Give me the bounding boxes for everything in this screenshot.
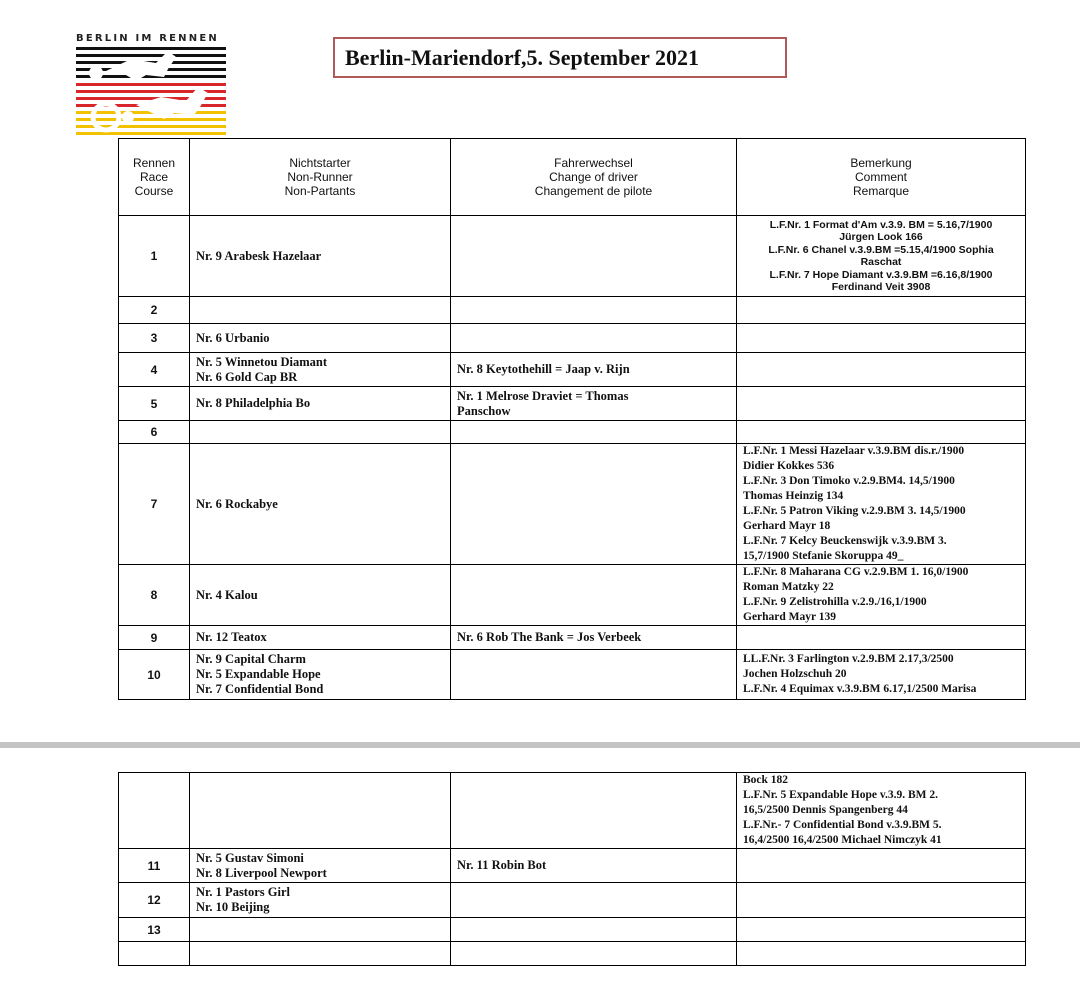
cell-line: LL.F.Nr. 3 Farlington v.2.9.BM 2.17,3/2500 <box>743 653 954 665</box>
cell-line: L.F.Nr. 9 Zelistrohilla v.2.9./16,1/1900 <box>743 596 927 608</box>
header-line: Course <box>134 184 174 198</box>
cell-line: Gerhard Mayr 139 <box>743 611 837 623</box>
cell-line: Nr. 7 Confidential Bond <box>196 682 324 696</box>
non-starters-cell <box>190 565 451 626</box>
driver-change-cell <box>451 216 737 297</box>
cell-line: L.F.Nr. 7 Kelcy Beuckenswijk v.3.9.BM 3. <box>743 535 947 547</box>
header-driver-change <box>451 139 737 216</box>
race-row <box>119 626 1026 650</box>
race-row <box>119 883 1026 918</box>
driver-change-cell <box>451 353 737 387</box>
header-line: Fahrerwechsel <box>554 156 633 170</box>
comment-cell <box>737 942 1026 966</box>
cell-line: L.F.Nr. 3 Don Timoko v.2.9.BM4. 14,5/1900 <box>743 475 955 487</box>
driver-change-cell <box>451 626 737 650</box>
cell-line: L.F.Nr. 8 Maharana CG v.2.9.BM 1. 16,0/1900 <box>743 566 969 578</box>
cell-line: Nr. 9 Capital Charm <box>196 652 306 666</box>
non-starters-cell <box>190 353 451 387</box>
cell-line: Nr. 1 Melrose Draviet = Thomas <box>457 388 629 403</box>
race-number: 7 <box>119 444 190 565</box>
cell-line: L.F.Nr. 5 Expandable Hope v.3.9. BM 2. <box>743 789 939 801</box>
driver-change-cell <box>451 324 737 353</box>
cell-line: Didier Kokkes 536 <box>743 460 835 472</box>
cell-line: Thomas Heinzig 134 <box>743 490 844 502</box>
race-row <box>119 324 1026 353</box>
race-number: 10 <box>119 650 190 700</box>
cell-line: Nr. 6 Rob The Bank = Jos Verbeek <box>457 630 642 644</box>
non-starters-cell <box>190 387 451 421</box>
comment-cell <box>737 883 1026 918</box>
comment-cell <box>737 918 1026 942</box>
race-number: 12 <box>119 883 190 918</box>
non-starters-cell <box>190 324 451 353</box>
race-row <box>119 942 1026 966</box>
cell-line: Panschow <box>457 403 511 418</box>
race-row <box>119 387 1026 421</box>
driver-change-cell <box>451 883 737 918</box>
cell-line: Nr. 8 Keytothehill = Jaap v. Rijn <box>457 362 630 376</box>
race-row <box>119 849 1026 883</box>
non-starters-cell <box>190 942 451 966</box>
cell-line: Nr. 10 Beijing <box>196 900 270 914</box>
race-number: 1 <box>119 216 190 297</box>
cell-line: Nr. 5 Expandable Hope <box>196 667 321 681</box>
cell-line: L.F.Nr. 5 Patron Viking v.2.9.BM 3. 14,5/1900 <box>743 505 966 517</box>
race-row <box>119 216 1026 297</box>
non-starters-cell <box>190 883 451 918</box>
race-row <box>119 421 1026 444</box>
comment-cell <box>737 565 1026 626</box>
comment-cell <box>737 626 1026 650</box>
non-starters-cell <box>190 849 451 883</box>
header-line: Change of driver <box>549 170 638 184</box>
cell-line: Nr. 6 Rockabye <box>196 496 278 511</box>
comment-cell <box>737 444 1026 565</box>
race-row <box>119 650 1026 700</box>
header-row <box>119 139 1026 216</box>
driver-change-cell <box>451 942 737 966</box>
race-number <box>119 942 190 966</box>
cell-line: Nr. 4 Kalou <box>196 587 258 602</box>
comment-cell <box>737 650 1026 700</box>
race-number: 6 <box>119 421 190 444</box>
race-number: 4 <box>119 353 190 387</box>
driver-change-cell <box>451 387 737 421</box>
driver-change-cell <box>451 773 737 849</box>
cell-line: Nr. 1 Pastors Girl <box>196 885 290 899</box>
cell-line: Nr. 11 Robin Bot <box>457 858 547 872</box>
comment-cell <box>737 421 1026 444</box>
header-line: Comment <box>854 170 907 184</box>
race-table-continued <box>118 772 1026 966</box>
cell-line: L.F.Nr. 1 Format d'Am v.3.9. BM = 5.16,7/1900 <box>769 218 993 231</box>
cell-line: L.F.Nr. 6 Chanel v.3.9.BM =5.15,4/1900 Sophia <box>768 243 994 256</box>
header-comment <box>737 139 1026 216</box>
cell-line: Nr. 8 Philadelphia Bo <box>196 396 311 410</box>
cell-line: 16,4/2500 16,4/2500 Michael Nimczyk 41 <box>743 834 942 846</box>
cell-line: Bock 182 <box>743 774 789 786</box>
cell-line: Raschat <box>860 256 902 268</box>
race-row <box>119 565 1026 626</box>
horse-racing-logo-icon <box>76 47 226 137</box>
race-row <box>119 444 1026 565</box>
driver-change-cell <box>451 849 737 883</box>
cell-line: 16,5/2500 Dennis Spangenberg 44 <box>743 804 908 816</box>
header-race <box>119 139 190 216</box>
non-starters-cell <box>190 297 451 324</box>
non-starters-cell <box>190 626 451 650</box>
cell-line: Jochen Holzschuh 20 <box>743 668 847 680</box>
race-table <box>118 138 1026 700</box>
cell-line: Nr. 8 Liverpool Newport <box>196 865 327 880</box>
cell-line: 15,7/1900 Stefanie Skoruppa 49_ <box>743 550 904 562</box>
comment-cell <box>737 849 1026 883</box>
comment-cell <box>737 297 1026 324</box>
page-separator <box>0 742 1080 748</box>
race-number: 9 <box>119 626 190 650</box>
cell-line: Nr. 5 Gustav Simoni <box>196 850 304 865</box>
non-starters-cell <box>190 421 451 444</box>
comment-cell <box>737 353 1026 387</box>
non-starters-cell <box>190 650 451 700</box>
cell-line: Ferdinand Veit 3908 <box>831 281 931 293</box>
header-line: Remarque <box>852 184 910 198</box>
comment-cell <box>737 773 1026 849</box>
non-starters-cell <box>190 216 451 297</box>
header-non-starter <box>190 139 451 216</box>
driver-change-cell <box>451 650 737 700</box>
comment-cell <box>737 216 1026 297</box>
comment-cell <box>737 387 1026 421</box>
page-title: Berlin-Mariendorf,5. September 2021 <box>333 37 787 78</box>
cell-line: Roman Matzky 22 <box>743 581 834 593</box>
logo-text: BERLIN IM RENNEN <box>76 33 219 44</box>
driver-change-cell <box>451 444 737 565</box>
cell-line: Nr. 5 Winnetou Diamant <box>196 354 328 369</box>
non-starters-cell <box>190 444 451 565</box>
header-line: Non-Runner <box>287 170 353 184</box>
cell-line: L.F.Nr. 4 Equimax v.3.9.BM 6.17,1/2500 Marisa <box>743 683 977 695</box>
race-row <box>119 353 1026 387</box>
driver-change-cell <box>451 421 737 444</box>
cell-line: L.F.Nr. 7 Hope Diamant v.3.9.BM =6.16,8/1900 <box>769 268 993 281</box>
header-line: Changement de pilote <box>534 184 653 198</box>
header-line: Non-Partants <box>284 184 356 198</box>
non-starters-cell <box>190 773 451 849</box>
comment-cell <box>737 324 1026 353</box>
race-number: 2 <box>119 297 190 324</box>
race-number: 11 <box>119 849 190 883</box>
header-line: Nichtstarter <box>289 156 351 170</box>
cell-line: L.F.Nr. 1 Messi Hazelaar v.3.9.BM dis.r./1900 <box>743 445 965 457</box>
cell-line: L.F.Nr.- 7 Confidential Bond v.3.9.BM 5. <box>743 819 942 831</box>
driver-change-cell <box>451 565 737 626</box>
race-number: 13 <box>119 918 190 942</box>
header-line: Rennen <box>132 156 176 170</box>
cell-line: Jürgen Look 166 <box>839 231 923 243</box>
race-row <box>119 918 1026 942</box>
race-row <box>119 773 1026 849</box>
cell-line: Gerhard Mayr 18 <box>743 520 831 532</box>
race-row <box>119 297 1026 324</box>
header-line: Bemerkung <box>850 156 912 170</box>
cell-line: Nr. 9 Arabesk Hazelaar <box>196 248 322 263</box>
race-number <box>119 773 190 849</box>
cell-line: Nr. 6 Gold Cap BR <box>196 369 298 384</box>
race-number: 5 <box>119 387 190 421</box>
race-number: 3 <box>119 324 190 353</box>
cell-line: Nr. 12 Teatox <box>196 630 267 644</box>
non-starters-cell <box>190 918 451 942</box>
driver-change-cell <box>451 297 737 324</box>
header-line: Race <box>139 170 168 184</box>
race-number: 8 <box>119 565 190 626</box>
cell-line: Nr. 6 Urbanio <box>196 330 270 345</box>
berlin-im-rennen-logo <box>76 33 226 137</box>
driver-change-cell <box>451 918 737 942</box>
